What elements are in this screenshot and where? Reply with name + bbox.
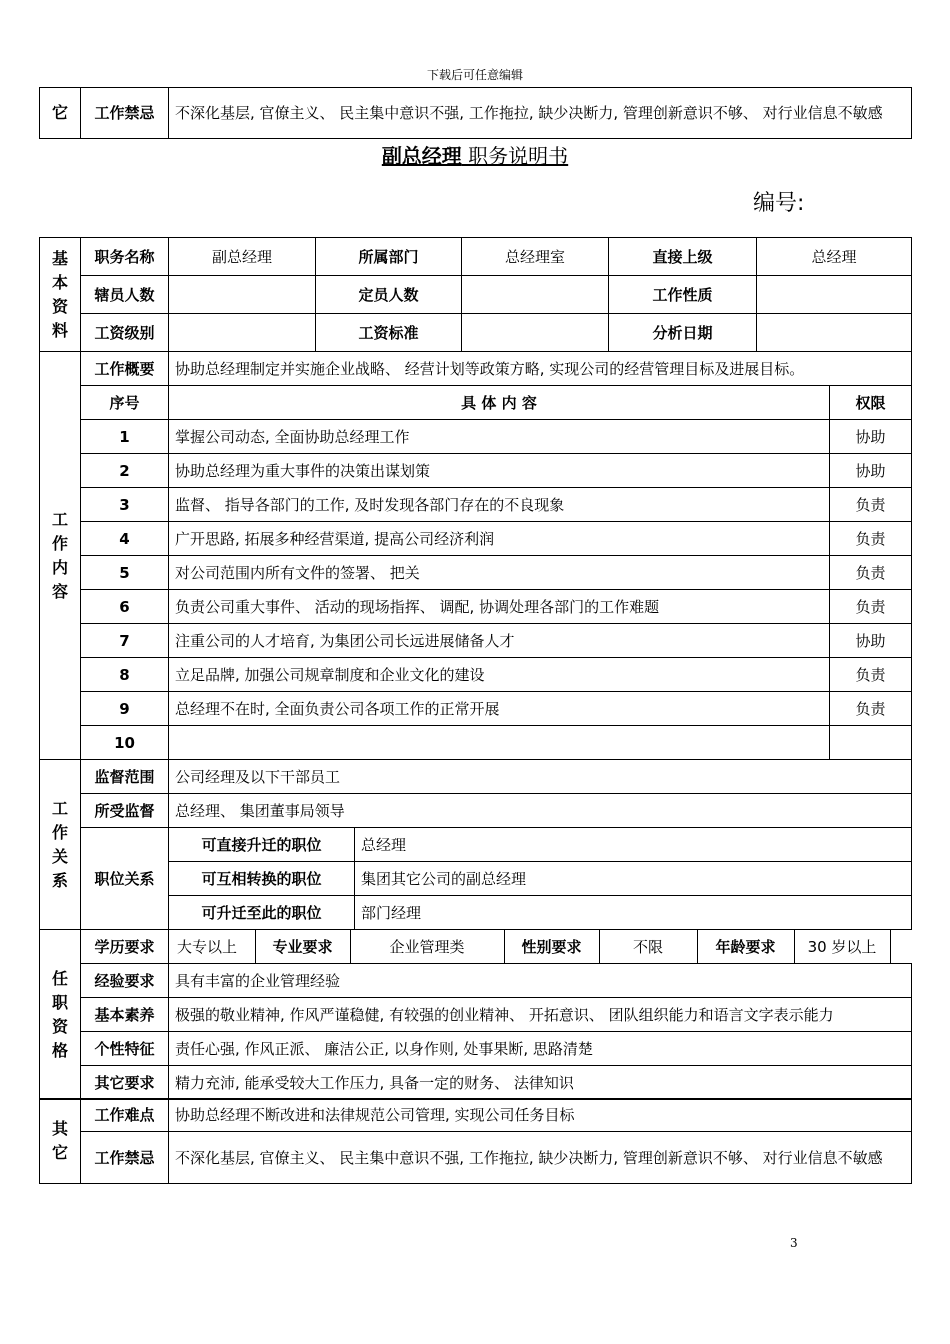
top-fragment-label: 工作禁忌	[81, 88, 169, 139]
title-bold: 副总经理	[381, 144, 462, 168]
wage-level-label: 工资级别	[81, 314, 169, 352]
staff-count-value	[169, 276, 316, 314]
row-content: 掌握公司动态, 全面协助总经理工作	[169, 420, 830, 454]
row-content: 立足品牌, 加强公司规章制度和企业文化的建设	[169, 658, 830, 692]
qualifications-table	[39, 929, 912, 1100]
qualifications-section-label: 任 职 资 格	[40, 930, 81, 1100]
exp-label: 经验要求	[81, 964, 169, 998]
table-row	[40, 692, 912, 726]
row-content: 广开思路, 拓展多种经营渠道, 提高公司经济利润	[169, 522, 830, 556]
major-value: 企业管理类	[350, 930, 504, 963]
table-row	[40, 658, 912, 692]
other-req-value: 精力充沛, 能承受较大工作压力, 具备一定的财务、 法律知识	[169, 1066, 912, 1100]
edu-label: 学历要求	[81, 930, 169, 964]
row-authority: 负责	[830, 590, 912, 624]
promote-value: 总经理	[355, 828, 912, 862]
gender-label: 性别要求	[504, 930, 599, 963]
taboo-label: 工作禁忌	[81, 1132, 169, 1184]
row-authority: 协助	[830, 624, 912, 658]
row-content: 注重公司的人才培育, 为集团公司长远进展储备人才	[169, 624, 830, 658]
analysis-date-label: 分析日期	[609, 314, 757, 352]
table-row	[40, 590, 912, 624]
quota-label: 定员人数	[316, 276, 462, 314]
major-label: 专业要求	[255, 930, 350, 963]
staff-count-label: 辖员人数	[81, 276, 169, 314]
transfer-label: 可互相转换的职位	[169, 862, 355, 896]
difficulty-label: 工作难点	[81, 1099, 169, 1132]
exp-value: 具有丰富的企业管理经验	[169, 964, 912, 998]
qualification-row	[169, 930, 912, 963]
table-row	[40, 454, 912, 488]
relations-table	[39, 759, 912, 930]
from-label: 可升迁至此的职位	[169, 896, 355, 930]
row-authority	[830, 726, 912, 760]
top-fragment-section: 它	[40, 88, 81, 139]
dept-value: 总经理室	[462, 238, 609, 276]
from-value: 部门经理	[355, 896, 912, 930]
table-row	[40, 522, 912, 556]
job-name-value: 副总经理	[169, 238, 316, 276]
basic-section-label: 基 本 资 料	[40, 238, 81, 352]
table-row	[40, 488, 912, 522]
row-no: 1	[81, 420, 169, 454]
row-authority: 负责	[830, 556, 912, 590]
wage-std-label: 工资标准	[316, 314, 462, 352]
quality-value: 极强的敬业精神, 作风严谨稳健, 有较强的创业精神、 开拓意识、 团队组织能力和语言文字表示能力	[169, 998, 912, 1032]
age-value: 30 岁以上	[794, 930, 890, 963]
row-no: 5	[81, 556, 169, 590]
header-note: 下载后可任意编辑	[426, 68, 523, 82]
wage-std-value	[462, 314, 609, 352]
row-authority: 协助	[830, 420, 912, 454]
row-content: 负责公司重大事件、 活动的现场指挥、 调配, 协调处理各部门的工作难题	[169, 590, 830, 624]
title-rest: 职务说明书	[461, 144, 569, 168]
summary-value: 协助总经理制定并实施企业战略、 经营计划等政策方略, 实现公司的经营管理目标及进展目标。	[169, 352, 912, 386]
row-no: 6	[81, 590, 169, 624]
wage-level-value	[169, 314, 316, 352]
position-label: 职位关系	[81, 828, 169, 930]
scope-value: 公司经理及以下干部员工	[169, 760, 912, 794]
col-content-header: 具 体 内 容	[169, 386, 830, 420]
difficulty-value: 协助总经理不断改进和法律规范公司管理, 实现公司任务目标	[169, 1099, 912, 1132]
row-no: 3	[81, 488, 169, 522]
age-spacer	[890, 930, 912, 963]
edu-value: 大专以上	[177, 937, 238, 956]
superior-label: 直接上级	[609, 238, 757, 276]
superior-value: 总经理	[757, 238, 912, 276]
doc-number-label: 编号:	[753, 191, 805, 216]
nature-label: 工作性质	[609, 276, 757, 314]
quota-value	[462, 276, 609, 314]
row-authority: 负责	[830, 658, 912, 692]
dept-label: 所属部门	[316, 238, 462, 276]
age-label: 年龄要求	[697, 930, 794, 963]
personality-label: 个性特征	[81, 1032, 169, 1066]
other-table	[39, 1098, 912, 1184]
supervised-label: 所受监督	[81, 794, 169, 828]
row-content	[169, 726, 830, 760]
top-fragment-content: 不深化基层, 官僚主义、 民主集中意识不强, 工作拖拉, 缺少决断力, 管理创新意识不够、 对行业信息不敏感	[169, 88, 912, 139]
relations-section-label: 工 作 关 系	[40, 760, 81, 930]
table-row	[40, 726, 912, 760]
work-section-label: 工 作 内 容	[40, 352, 81, 760]
summary-label: 工作概要	[81, 352, 169, 386]
page-title	[0, 140, 950, 169]
analysis-date-value	[757, 314, 912, 352]
row-no: 4	[81, 522, 169, 556]
row-content: 对公司范围内所有文件的签署、 把关	[169, 556, 830, 590]
row-no: 10	[81, 726, 169, 760]
job-name-label: 职务名称	[81, 238, 169, 276]
page-number: 3	[790, 1236, 798, 1250]
nature-value	[757, 276, 912, 314]
row-content: 监督、 指导各部门的工作, 及时发现各部门存在的不良现象	[169, 488, 830, 522]
promote-label: 可直接升迁的职位	[169, 828, 355, 862]
other-req-label: 其它要求	[81, 1066, 169, 1100]
table-row	[40, 624, 912, 658]
personality-value: 责任心强, 作风正派、 廉洁公正, 以身作则, 处事果断, 思路清楚	[169, 1032, 912, 1066]
table-row	[40, 556, 912, 590]
row-no: 7	[81, 624, 169, 658]
row-authority: 负责	[830, 522, 912, 556]
top-fragment-table	[39, 87, 912, 139]
basic-info-table	[39, 237, 912, 352]
transfer-value: 集团其它公司的副总经理	[355, 862, 912, 896]
other-section-label: 其 它	[40, 1099, 81, 1184]
work-content-table	[39, 351, 912, 760]
supervised-value: 总经理、 集团董事局领导	[169, 794, 912, 828]
row-no: 9	[81, 692, 169, 726]
row-no: 8	[81, 658, 169, 692]
col-authority-header: 权限	[830, 386, 912, 420]
row-content: 总经理不在时, 全面负责公司各项工作的正常开展	[169, 692, 830, 726]
table-row	[40, 420, 912, 454]
row-authority: 协助	[830, 454, 912, 488]
col-no-header: 序号	[81, 386, 169, 420]
row-content: 协助总经理为重大事件的决策出谋划策	[169, 454, 830, 488]
scope-label: 监督范围	[81, 760, 169, 794]
row-no: 2	[81, 454, 169, 488]
gender-value: 不限	[599, 930, 697, 963]
taboo-value: 不深化基层, 官僚主义、 民主集中意识不强, 工作拖拉, 缺少决断力, 管理创新意识不够、 对行业信息不敏感	[169, 1132, 912, 1184]
row-authority: 负责	[830, 692, 912, 726]
quality-label: 基本素养	[81, 998, 169, 1032]
row-authority: 负责	[830, 488, 912, 522]
